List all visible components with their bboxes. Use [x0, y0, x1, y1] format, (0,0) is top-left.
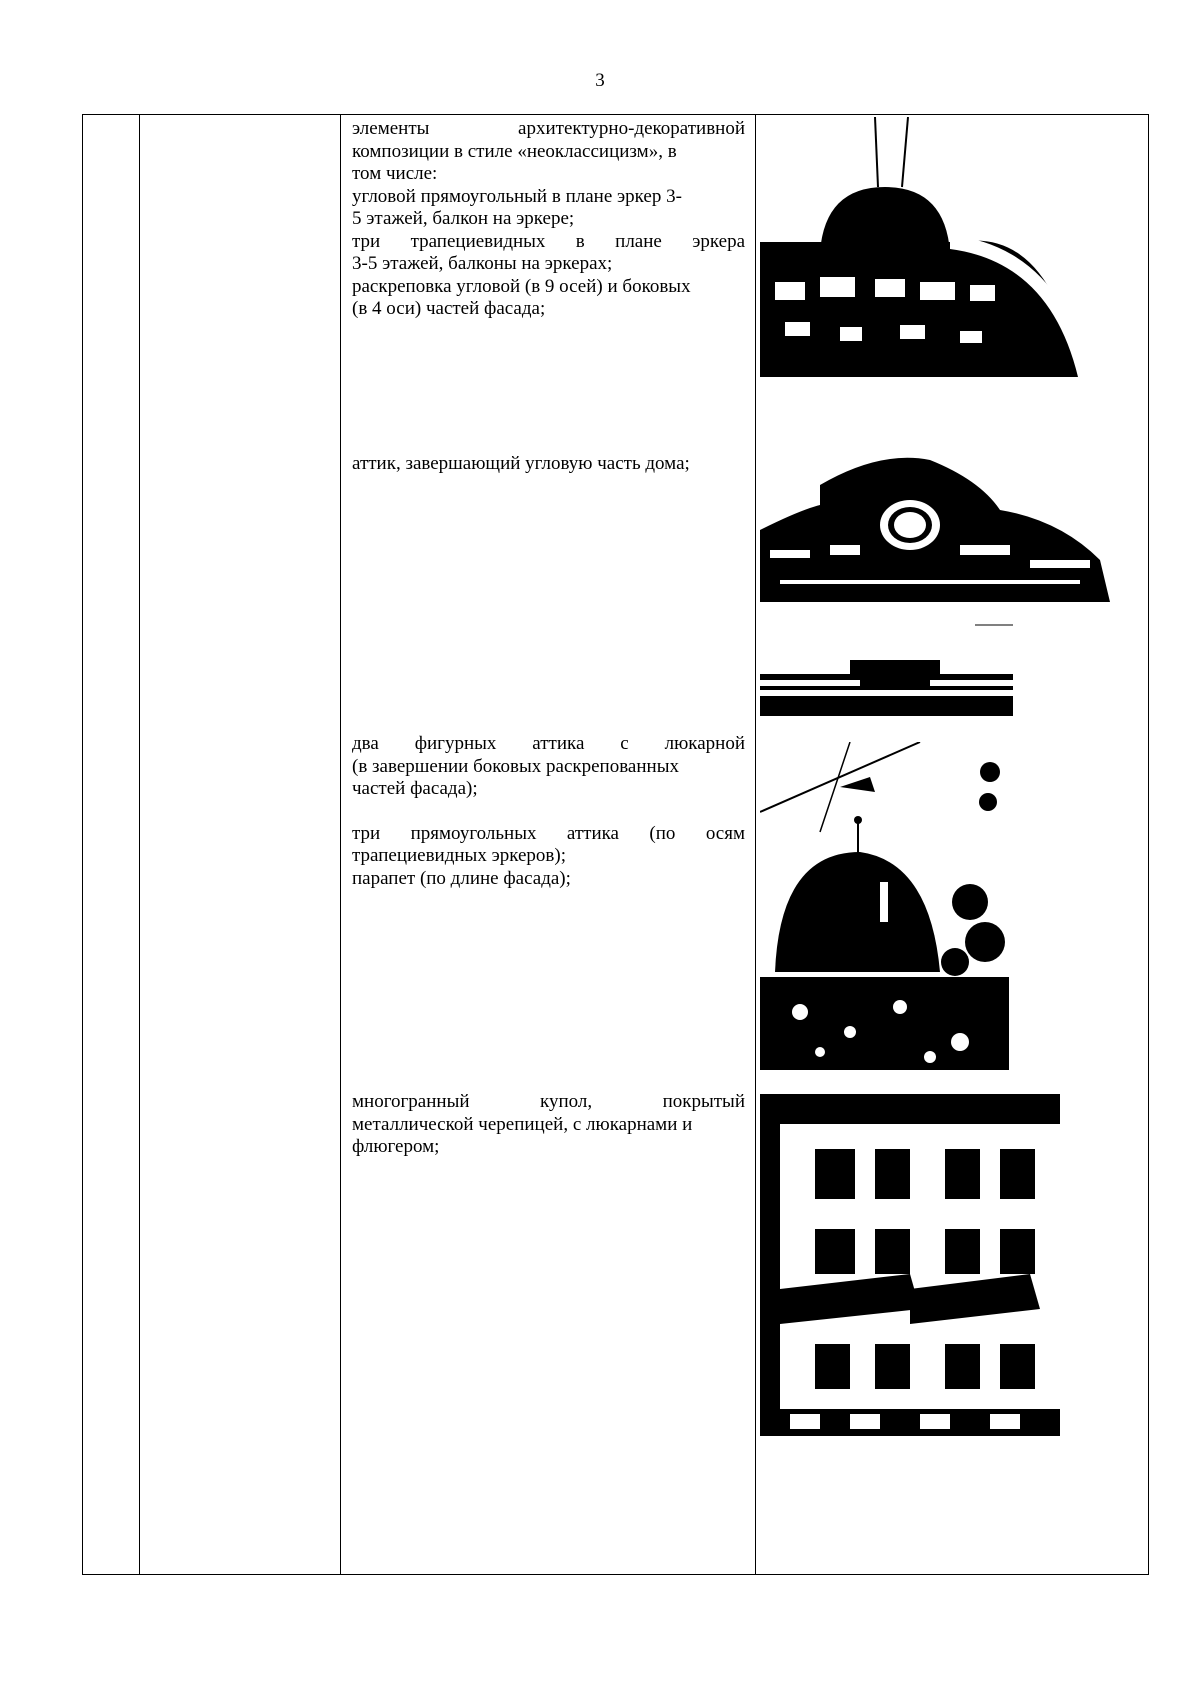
column-divider-3: [755, 115, 756, 1574]
column-divider-2: [340, 115, 341, 1574]
text-block-attics-parapet: [352, 733, 745, 890]
text-line: три трапециевидных в плане эркера: [352, 230, 745, 252]
text-line: аттик, завершающий угловую часть дома;: [352, 453, 690, 474]
text-line: композиции в стиле «неоклассицизм», в: [352, 140, 677, 162]
dome-with-weathervane-photo: [760, 742, 1009, 1070]
text-line: (в 4 оси) частей фасада;: [352, 298, 546, 319]
text-block-dome: [352, 1091, 745, 1159]
facade-with-balconies-photo: [760, 1094, 1060, 1436]
text-line: том числе:: [352, 163, 438, 184]
corner-bay-dome-photo: [760, 117, 1110, 377]
parapet-strip-photo: [760, 620, 1013, 716]
text-line: три прямоугольных аттика (по осям: [352, 822, 745, 844]
text-line: раскреповка угловой (в 9 осей) и боковых: [352, 275, 691, 297]
text-line: металлической черепицей, с люкарнами и: [352, 1113, 693, 1135]
text-line: 5 этажей, балкон на эркере;: [352, 208, 575, 229]
text-line: два фигурных аттика с люкарной: [352, 733, 745, 754]
text-line: (в завершении боковых раскрепованных: [352, 755, 679, 777]
text-line: угловой прямоугольный в плане эркер 3-: [352, 185, 682, 207]
text-line: элементы архитектурно-декоративной: [352, 118, 745, 139]
text-line: частей фасада);: [352, 778, 478, 799]
text-line: многогранный купол, покрытый: [352, 1091, 745, 1112]
corner-attic-photo: [760, 450, 1110, 602]
text-line: флюгером;: [352, 1136, 440, 1157]
text-block-bay-windows: [352, 118, 745, 321]
column-divider-1: [139, 115, 140, 1574]
text-line: парапет (по длине фасада);: [352, 867, 571, 889]
text-line: 3-5 этажей, балконы на эркерах;: [352, 253, 613, 274]
text-line: трапециевидных эркеров);: [352, 845, 567, 866]
page-number: 3: [595, 70, 605, 91]
text-block-corner-attic: [352, 453, 745, 476]
